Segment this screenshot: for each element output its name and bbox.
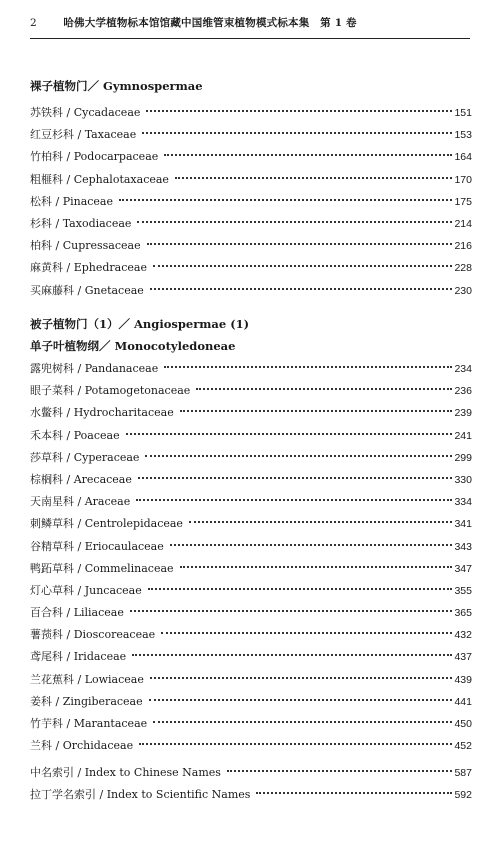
toc-entry[interactable] <box>30 213 472 235</box>
toc-entry-label: 水鳖科 / Hydrocharitaceae <box>30 406 174 420</box>
toc-entry[interactable] <box>30 536 472 558</box>
toc-entry-label: 鸭跖草科 / Commelinaceae <box>30 561 174 575</box>
angiosperm-list <box>30 358 472 757</box>
toc-entry[interactable] <box>30 580 472 602</box>
toc-entry[interactable] <box>30 691 472 713</box>
toc-entry-page: 341 <box>454 518 472 531</box>
toc-entry[interactable] <box>30 146 472 168</box>
toc-entry[interactable] <box>30 257 472 279</box>
toc-entry-label: 拉丁学名索引 / Index to Scientific Names <box>30 788 251 802</box>
toc-entry-page: 587 <box>454 767 472 779</box>
toc-entry-label: 竹芋科 / Marantaceae <box>30 717 148 730</box>
gymnosperm-heading: 裸子植物门／ Gymnospermae <box>30 79 203 93</box>
toc-entry-label: 兰科 / Orchidaceae <box>30 739 134 753</box>
gymnosperm-section <box>30 78 472 302</box>
toc-entry-label: 莎草科 / Cyperaceae <box>30 450 140 464</box>
toc-entry-label: 眼子菜科 / Potamogetonaceae <box>30 384 191 398</box>
toc-entry[interactable] <box>30 762 472 784</box>
toc-entry-label: 杉科 / Taxodiaceae <box>30 216 132 230</box>
toc-entry-label: 百合科 / Liliaceae <box>30 606 124 620</box>
toc-entry-page: 437 <box>454 651 472 664</box>
toc-entry-label: 禾本科 / Poaceae <box>30 428 120 442</box>
toc-entry-label: 兰花蕉科 / Lowiaceae <box>30 672 144 686</box>
toc-entry[interactable] <box>30 447 472 469</box>
toc-entry[interactable] <box>30 646 472 668</box>
dot-leader <box>149 698 453 701</box>
toc-entry-label: 棕榈科 / Arecaceae <box>30 472 132 486</box>
dot-leader <box>180 409 453 412</box>
toc-entry[interactable] <box>30 402 472 424</box>
toc-entry-label: 露兜树科 / Pandanaceae <box>30 362 159 375</box>
toc-entry-page: 347 <box>454 562 472 575</box>
toc-entry-page: 216 <box>454 240 472 253</box>
toc-entry-label: 柏科 / Cupressaceae <box>30 239 141 253</box>
toc-entry[interactable] <box>30 124 472 146</box>
dot-leader <box>164 365 452 368</box>
page-number: 2 <box>30 17 37 29</box>
dot-leader <box>180 565 453 568</box>
toc-entry-page: 334 <box>454 496 472 509</box>
toc-entry-page: 241 <box>454 429 472 442</box>
toc-entry-page: 170 <box>454 173 472 186</box>
toc-entry-label: 刺鳞草科 / Centrolepidaceae <box>30 517 183 531</box>
toc-entry-page: 239 <box>454 407 472 420</box>
toc-entry[interactable] <box>30 191 472 213</box>
dot-leader <box>132 653 452 656</box>
toc-entry[interactable] <box>30 425 472 447</box>
angiosperm-section <box>30 316 472 757</box>
dot-leader <box>126 432 453 435</box>
toc-entry[interactable] <box>30 380 472 402</box>
toc-entry[interactable] <box>30 491 472 513</box>
toc-entry[interactable] <box>30 169 472 191</box>
index-section <box>30 762 472 806</box>
monocot-subheading: 单子叶植物纲／ Monocotyledoneae <box>30 339 236 353</box>
running-header <box>30 16 470 30</box>
toc-entry-page: 355 <box>454 584 472 597</box>
dot-leader <box>119 198 452 201</box>
dot-leader <box>138 476 453 479</box>
dot-leader <box>196 387 452 390</box>
toc-entry-label: 鸢尾科 / Iridaceae <box>30 650 127 664</box>
header-divider <box>30 38 470 39</box>
toc-entry-page: 228 <box>454 262 472 275</box>
toc-entry[interactable] <box>30 102 472 124</box>
toc-entry-page: 236 <box>454 385 472 398</box>
angiosperm-heading: 被子植物门（1）／ Angiospermae (1) <box>30 317 250 331</box>
dot-leader <box>150 287 453 290</box>
toc-entry-page: 343 <box>454 540 472 553</box>
toc-entry-page: 234 <box>454 363 472 375</box>
toc-entry[interactable] <box>30 713 472 735</box>
toc-entry-page: 450 <box>454 718 472 730</box>
running-title: 哈佛大学植物标本馆馆藏中国维管束植物模式标本集 第 1 卷 <box>63 17 357 29</box>
toc-entry[interactable] <box>30 469 472 491</box>
toc-entry-page: 151 <box>454 107 472 119</box>
dot-leader <box>147 242 453 245</box>
toc-entry[interactable] <box>30 235 472 257</box>
dot-leader <box>153 264 453 267</box>
dot-leader <box>145 454 452 457</box>
toc-entry-page: 164 <box>454 151 472 164</box>
dot-leader <box>150 676 453 679</box>
dot-leader <box>136 498 452 501</box>
toc-entry[interactable] <box>30 784 472 806</box>
toc-entry-label: 松科 / Pinaceae <box>30 194 113 208</box>
toc-entry-label: 天南星科 / Araceae <box>30 495 131 509</box>
toc-entry-label: 粗榧科 / Cephalotaxaceae <box>30 172 169 186</box>
toc-entry-page: 214 <box>454 217 472 230</box>
toc-entry-page: 330 <box>454 473 472 486</box>
dot-leader <box>175 176 453 179</box>
dot-leader <box>139 742 452 745</box>
toc-entry[interactable] <box>30 280 472 302</box>
toc-entry-label: 中名索引 / Index to Chinese Names <box>30 766 221 779</box>
toc-entry[interactable] <box>30 602 472 624</box>
toc-entry-label: 买麻藤科 / Gnetaceae <box>30 283 144 297</box>
toc-entry-page: 365 <box>454 607 472 620</box>
toc-entry-label: 谷精草科 / Eriocaulaceae <box>30 539 164 553</box>
toc-entry-label: 红豆杉科 / Taxaceae <box>30 128 137 142</box>
gymnosperm-list <box>30 102 472 302</box>
dot-leader <box>227 769 453 772</box>
toc-entry-label: 苏铁科 / Cycadaceae <box>30 106 141 119</box>
toc-entry-page: 175 <box>454 195 472 208</box>
dot-leader <box>170 543 453 546</box>
dot-leader <box>153 720 452 723</box>
dot-leader <box>146 109 452 112</box>
toc-entry-label: 灯心草科 / Juncaceae <box>30 583 142 597</box>
toc-entry[interactable] <box>30 513 472 535</box>
index-list <box>30 762 472 806</box>
dot-leader <box>142 131 452 134</box>
dot-leader <box>189 520 453 523</box>
toc-entry-label: 竹柏科 / Podocarpaceae <box>30 150 159 164</box>
toc-entry-page: 439 <box>454 673 472 686</box>
toc-entry[interactable] <box>30 669 472 691</box>
toc-entry[interactable] <box>30 358 472 380</box>
toc-entry-page: 153 <box>454 129 472 142</box>
dot-leader <box>148 587 453 590</box>
toc-entry[interactable] <box>30 735 472 757</box>
toc-entry-page: 452 <box>454 740 472 753</box>
toc-entry-page: 441 <box>454 695 472 708</box>
dot-leader <box>256 791 452 794</box>
toc-entry-label: 薯蓣科 / Dioscoreaceae <box>30 628 156 642</box>
dot-leader <box>161 631 452 634</box>
dot-leader <box>137 220 452 223</box>
toc-entry-page: 592 <box>454 789 472 802</box>
dot-leader <box>164 153 452 156</box>
dot-leader <box>130 609 453 612</box>
toc-entry-page: 299 <box>454 451 472 464</box>
toc-entry-label: 姜科 / Zingiberaceae <box>30 694 143 708</box>
toc-entry[interactable] <box>30 624 472 646</box>
toc-entry[interactable] <box>30 558 472 580</box>
toc-entry-label: 麻黄科 / Ephedraceae <box>30 261 147 275</box>
toc-entry-page: 432 <box>454 629 472 642</box>
toc-entry-page: 230 <box>454 284 472 297</box>
